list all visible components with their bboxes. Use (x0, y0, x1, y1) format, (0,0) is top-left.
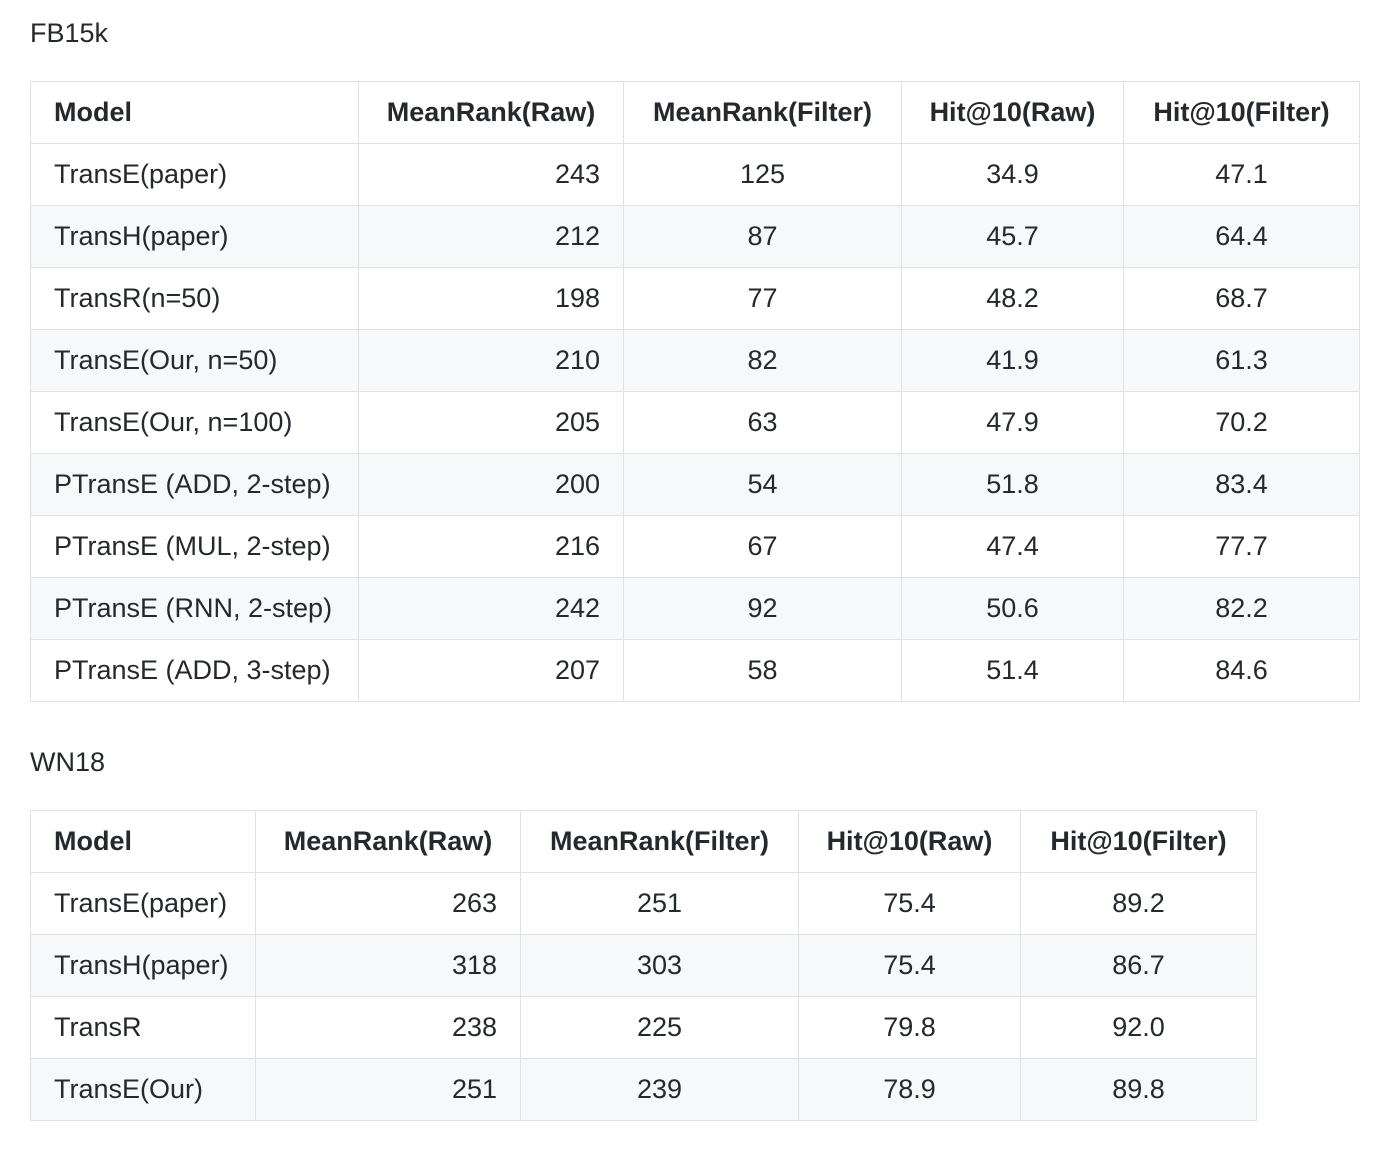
cell-model: PTransE (RNN, 2-step) (31, 578, 359, 640)
cell-meanrank-raw: 207 (359, 640, 624, 702)
table-row (31, 268, 1360, 330)
cell-model: TransE(Our, n=100) (31, 392, 359, 454)
cell-meanrank-filter: 63 (624, 392, 902, 454)
cell-hit10-raw: 45.7 (902, 206, 1124, 268)
cell-meanrank-filter: 251 (521, 873, 799, 935)
cell-hit10-raw: 75.4 (799, 935, 1021, 997)
table-row (31, 640, 1360, 702)
column-header-hit10-raw: Hit@10(Raw) (799, 811, 1021, 873)
cell-hit10-filter: 82.2 (1124, 578, 1360, 640)
cell-meanrank-raw: 216 (359, 516, 624, 578)
cell-hit10-raw: 51.8 (902, 454, 1124, 516)
results-table-fb15k (30, 81, 1360, 702)
column-header-model: Model (31, 811, 256, 873)
cell-meanrank-raw: 243 (359, 144, 624, 206)
table-row (31, 392, 1360, 454)
cell-hit10-filter: 92.0 (1021, 997, 1257, 1059)
cell-hit10-filter: 61.3 (1124, 330, 1360, 392)
cell-model: TransE(paper) (31, 144, 359, 206)
cell-meanrank-raw: 200 (359, 454, 624, 516)
cell-hit10-raw: 47.9 (902, 392, 1124, 454)
cell-hit10-raw: 47.4 (902, 516, 1124, 578)
table-row (31, 935, 1257, 997)
cell-hit10-raw: 34.9 (902, 144, 1124, 206)
column-header-hit10-filter: Hit@10(Filter) (1124, 82, 1360, 144)
section-title-fb15k: FB15k (30, 18, 109, 48)
cell-model: TransE(Our) (31, 1059, 256, 1121)
cell-model: TransH(paper) (31, 935, 256, 997)
cell-meanrank-raw: 318 (256, 935, 521, 997)
cell-meanrank-filter: 92 (624, 578, 902, 640)
cell-meanrank-filter: 82 (624, 330, 902, 392)
section-title-wn18: WN18 (30, 747, 106, 777)
cell-hit10-filter: 68.7 (1124, 268, 1360, 330)
cell-hit10-raw: 48.2 (902, 268, 1124, 330)
column-header-hit10-filter: Hit@10(Filter) (1021, 811, 1257, 873)
table-row (31, 997, 1257, 1059)
cell-meanrank-filter: 303 (521, 935, 799, 997)
cell-hit10-filter: 89.8 (1021, 1059, 1257, 1121)
cell-hit10-filter: 83.4 (1124, 454, 1360, 516)
cell-meanrank-raw: 205 (359, 392, 624, 454)
table-row (31, 873, 1257, 935)
cell-hit10-raw: 41.9 (902, 330, 1124, 392)
table-row (31, 578, 1360, 640)
results-table-wn18 (30, 810, 1257, 1121)
column-header-hit10-raw: Hit@10(Raw) (902, 82, 1124, 144)
table-row (31, 1059, 1257, 1121)
cell-hit10-raw: 78.9 (799, 1059, 1021, 1121)
cell-hit10-filter: 70.2 (1124, 392, 1360, 454)
table-row (31, 330, 1360, 392)
cell-meanrank-raw: 212 (359, 206, 624, 268)
column-header-model: Model (31, 82, 359, 144)
cell-meanrank-filter: 58 (624, 640, 902, 702)
cell-hit10-filter: 86.7 (1021, 935, 1257, 997)
cell-hit10-raw: 51.4 (902, 640, 1124, 702)
table-header-row (31, 82, 1360, 144)
table-row (31, 516, 1360, 578)
cell-hit10-filter: 89.2 (1021, 873, 1257, 935)
column-header-meanrank-filter: MeanRank(Filter) (521, 811, 799, 873)
cell-hit10-filter: 47.1 (1124, 144, 1360, 206)
cell-meanrank-filter: 239 (521, 1059, 799, 1121)
cell-meanrank-raw: 242 (359, 578, 624, 640)
cell-meanrank-raw: 210 (359, 330, 624, 392)
cell-model: PTransE (ADD, 3-step) (31, 640, 359, 702)
cell-hit10-filter: 77.7 (1124, 516, 1360, 578)
table-row (31, 144, 1360, 206)
column-header-meanrank-raw: MeanRank(Raw) (256, 811, 521, 873)
cell-meanrank-filter: 54 (624, 454, 902, 516)
column-header-meanrank-raw: MeanRank(Raw) (359, 82, 624, 144)
table-header-row (31, 811, 1257, 873)
cell-hit10-raw: 79.8 (799, 997, 1021, 1059)
cell-meanrank-raw: 263 (256, 873, 521, 935)
table-row (31, 454, 1360, 516)
cell-meanrank-filter: 87 (624, 206, 902, 268)
cell-model: PTransE (MUL, 2-step) (31, 516, 359, 578)
column-header-meanrank-filter: MeanRank(Filter) (624, 82, 902, 144)
cell-model: TransR (31, 997, 256, 1059)
cell-model: TransR(n=50) (31, 268, 359, 330)
cell-meanrank-raw: 251 (256, 1059, 521, 1121)
cell-model: TransH(paper) (31, 206, 359, 268)
cell-meanrank-filter: 125 (624, 144, 902, 206)
cell-meanrank-raw: 198 (359, 268, 624, 330)
table-row (31, 206, 1360, 268)
cell-hit10-filter: 84.6 (1124, 640, 1360, 702)
cell-hit10-raw: 50.6 (902, 578, 1124, 640)
cell-meanrank-raw: 238 (256, 997, 521, 1059)
cell-hit10-filter: 64.4 (1124, 206, 1360, 268)
cell-meanrank-filter: 77 (624, 268, 902, 330)
cell-model: TransE(paper) (31, 873, 256, 935)
cell-meanrank-filter: 225 (521, 997, 799, 1059)
cell-meanrank-filter: 67 (624, 516, 902, 578)
cell-model: TransE(Our, n=50) (31, 330, 359, 392)
cell-model: PTransE (ADD, 2-step) (31, 454, 359, 516)
cell-hit10-raw: 75.4 (799, 873, 1021, 935)
